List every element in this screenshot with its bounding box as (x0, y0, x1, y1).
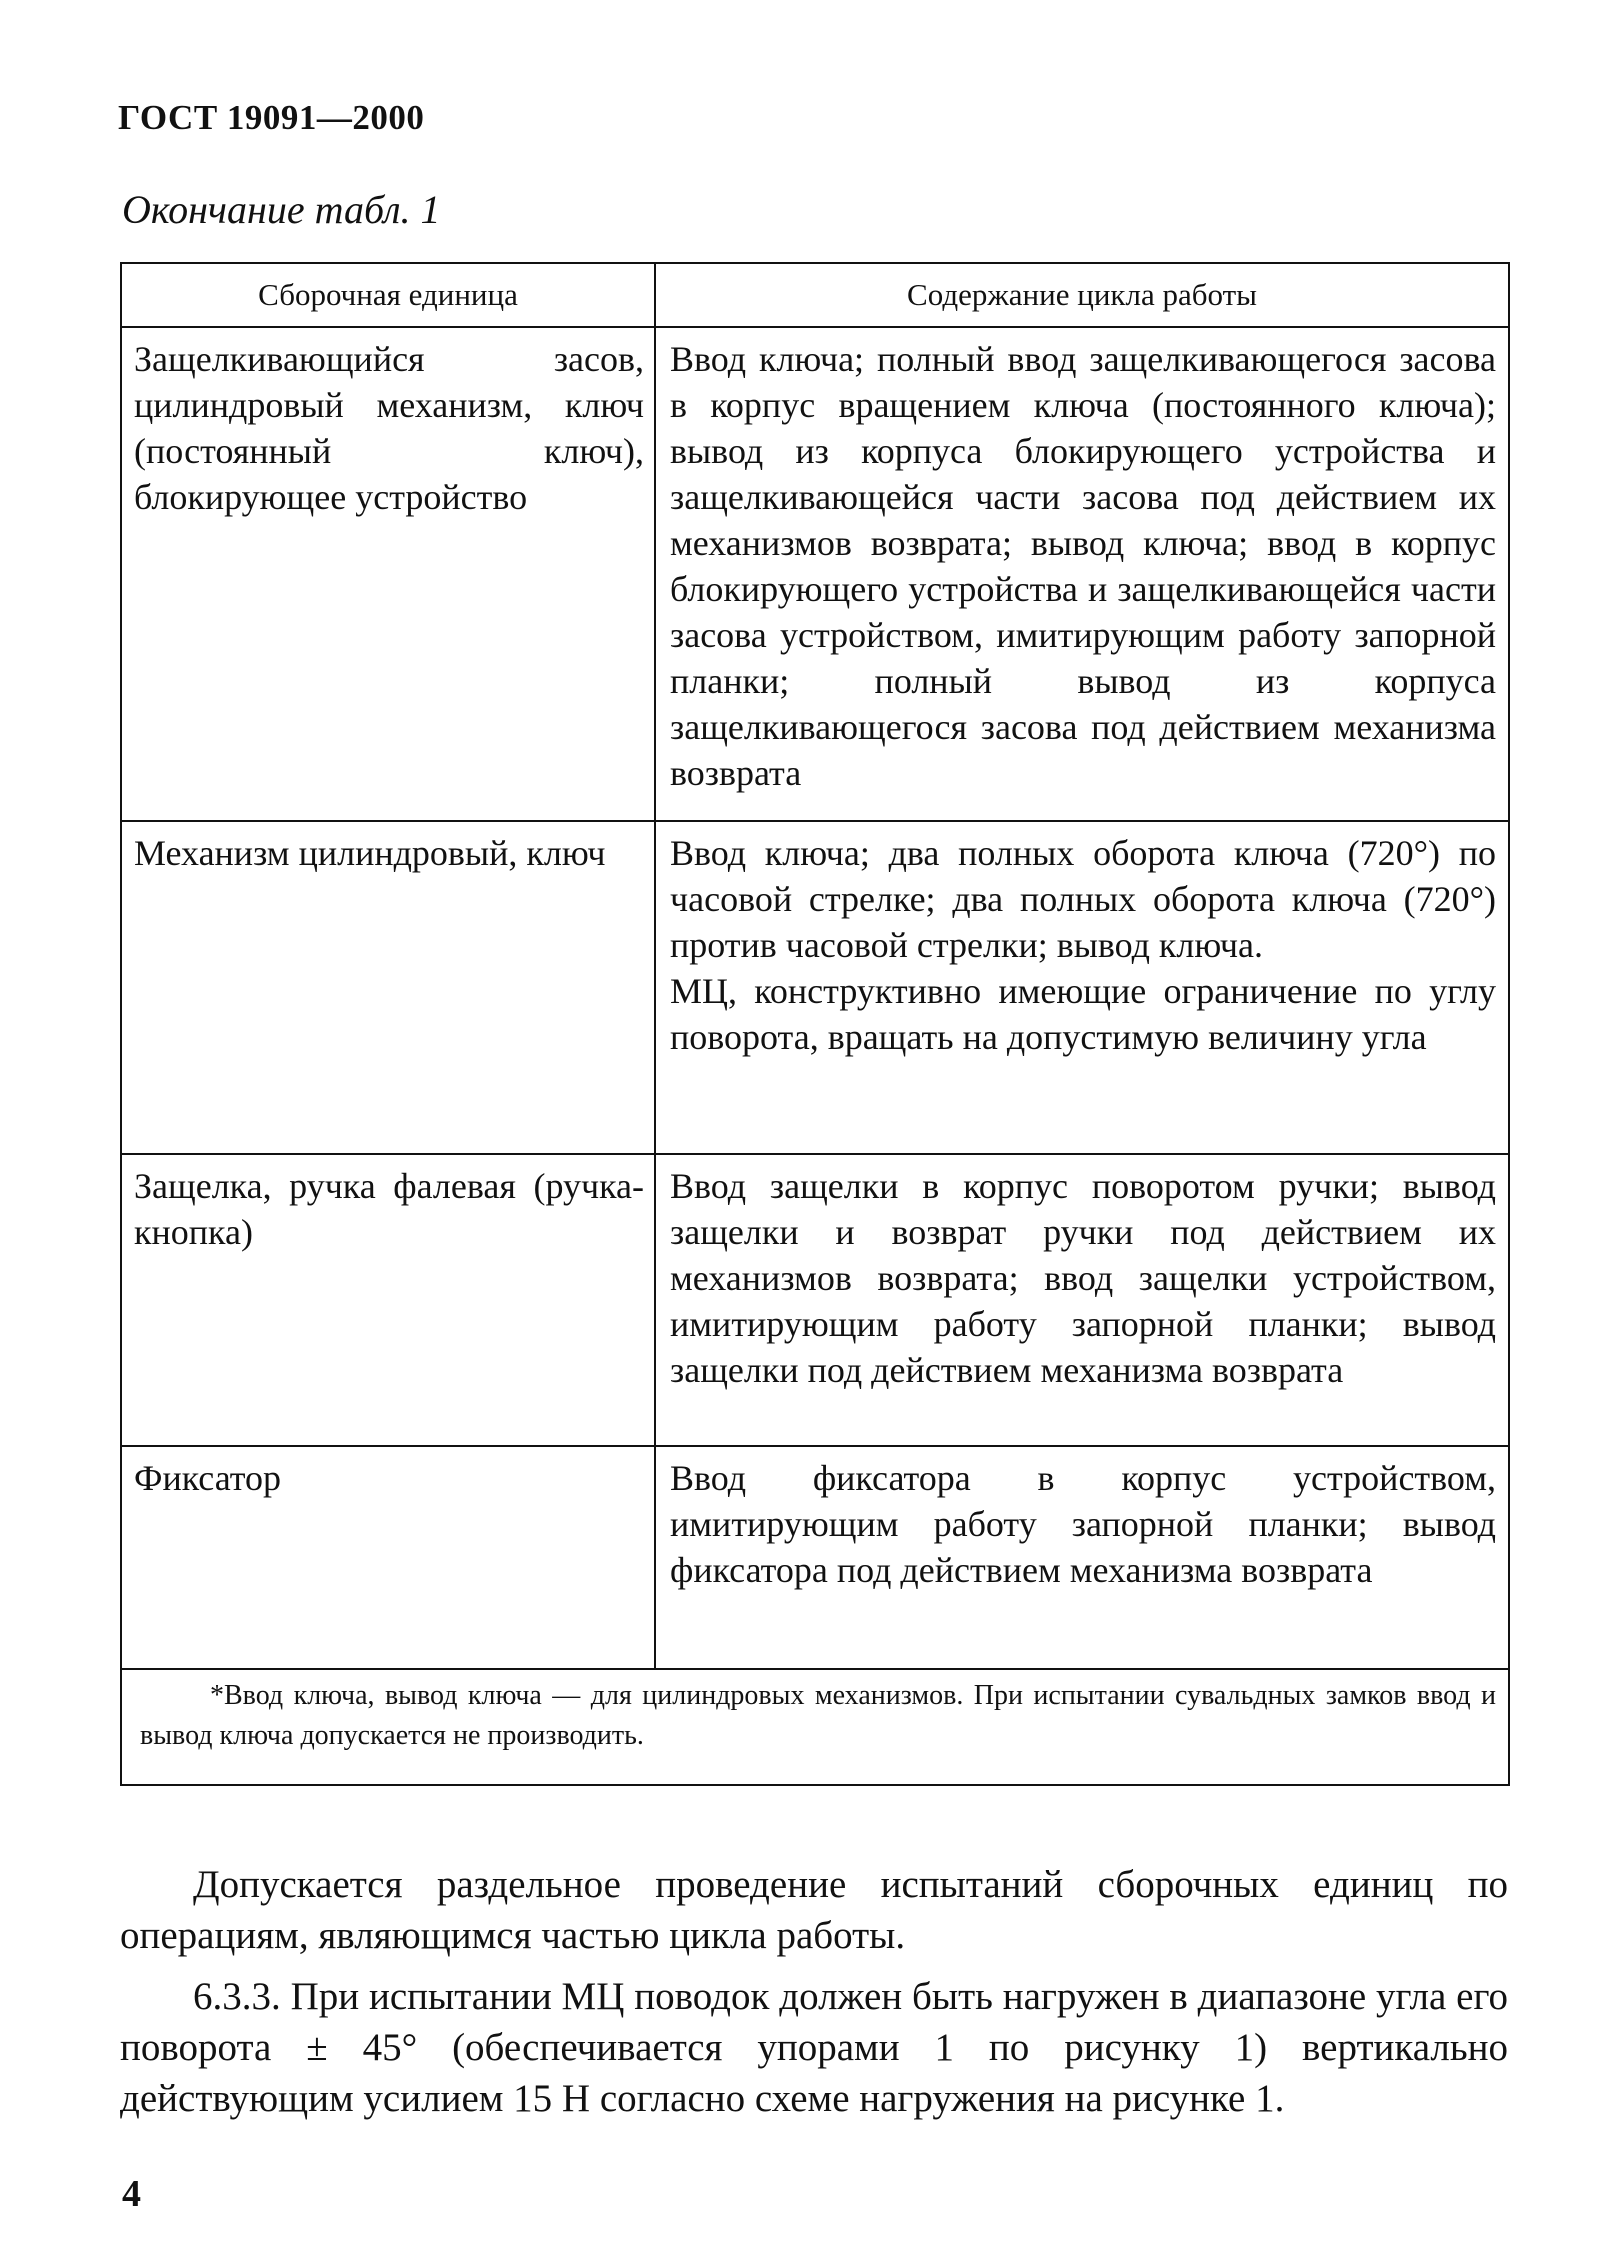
cycle-cell (655, 1154, 1509, 1446)
body-paragraph-6-3-3: 6.3.3. При испытании МЦ поводок должен быть нагружен в диапазоне угла его поворота ± 45° (обеспечивается упорами 1 по рисунку 1) вертикально действующим усилием 15 Н согласно схеме нагружения на рисунке 1. (120, 1975, 1508, 2120)
cycle-cell (655, 1446, 1509, 1669)
unit-cell: Защелкивающийся засов, цилиндровый механизм, ключ (постоянный ключ), блокирующее устройство (121, 327, 655, 821)
cycle-text: Ввод ключа; два полных оборота ключа (720°) по часовой стрелке; два полных оборота ключа (720°) против часовой стрелки; вывод ключа. (670, 833, 1496, 965)
table-footnote: *Ввод ключа, вывод ключа — для цилиндровых механизмов. При испытании сувальдных замков ввод и вывод ключа допускается не производить. (121, 1669, 1509, 1785)
table-row (121, 821, 1509, 1154)
column-header-unit: Сборочная единица (121, 263, 655, 327)
table-caption: Окончание табл. 1 (122, 187, 441, 232)
page-number: 4 (122, 2173, 141, 2215)
unit-cell: Защелка, ручка фалевая (ручка-кнопка) (121, 1154, 655, 1446)
body-paragraph: Допускается раздельное проведение испытаний сборочных единиц по операциям, являющимся частью цикла работы. (120, 1863, 1508, 1957)
document-code: ГОСТ 19091—2000 (118, 98, 425, 137)
cycle-note: МЦ, конструктивно имеющие ограничение по углу поворота, вращать на допустимую величину угла (670, 971, 1496, 1057)
column-header-cycle: Содержание цикла работы (655, 263, 1509, 327)
work-cycle-table (120, 262, 1510, 1786)
table-row (121, 1154, 1509, 1446)
table-header-row (121, 263, 1509, 327)
cycle-cell (655, 327, 1509, 821)
cycle-text: Ввод фиксатора в корпус устройством, имитирующим работу запорной планки; вывод фиксатора под действием механизма возврата (670, 1458, 1496, 1590)
unit-cell: Механизм цилиндровый, ключ (121, 821, 655, 1154)
table-row (121, 1446, 1509, 1669)
cycle-text: Ввод ключа; полный ввод защелкивающегося засова в корпус вращением ключа (постоянного ключа); вывод из корпуса блокирующего устройства и защелкивающейся части засова под действием их механизмов возврата; вывод ключа; ввод в корпус блокирующего устройства и защелкивающейся части засова устройством, имитирующим работу запорной планки; полный вывод из корпуса защелкивающегося засова под действием механизма возврата (670, 339, 1496, 793)
unit-cell: Фиксатор (121, 1446, 655, 1669)
table-row (121, 327, 1509, 821)
cycle-text: Ввод защелки в корпус поворотом ручки; вывод защелки и возврат ручки под действием их механизмов возврата; ввод защелки устройством, имитирующим работу запорной планки; вывод защелки под действием механизма возврата (670, 1166, 1496, 1390)
cycle-cell (655, 821, 1509, 1154)
table-footnote-row (121, 1669, 1509, 1785)
